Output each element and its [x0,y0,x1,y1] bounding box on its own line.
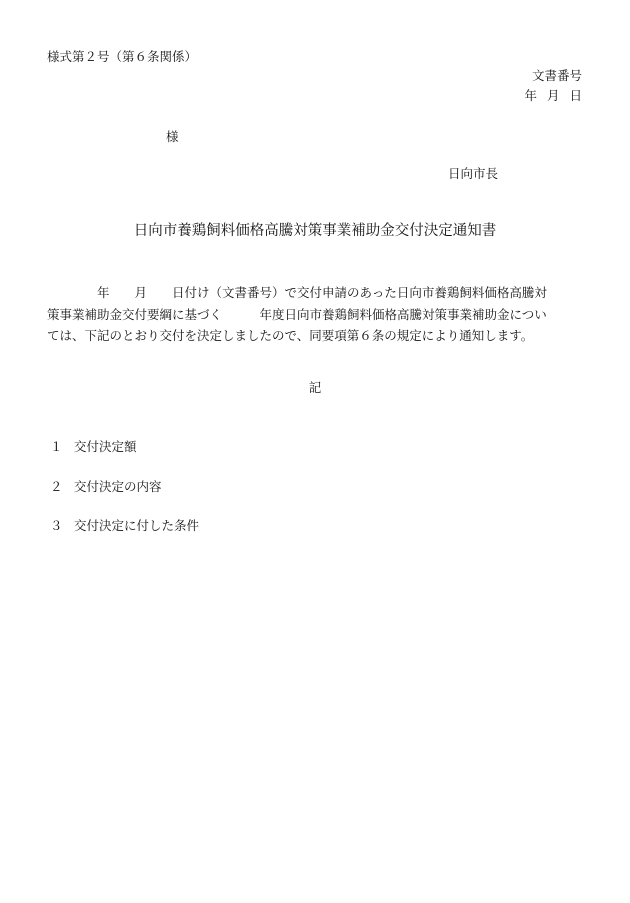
notice-body [47,282,587,347]
item-number: １ [50,439,63,454]
item-label: 交付決定額 [74,439,137,454]
notice-body-line: 策事業補助金交付要綱に基づく 年度日向市養鶏飼料価格高騰対策事業補助金につい [47,306,547,322]
list-item [50,518,199,534]
item-label: 交付決定に付した条件 [74,518,200,533]
record-heading: 記 [308,380,322,395]
date-label: 年 月 日 [524,88,582,103]
issuer-name: 日向市長 [448,166,499,181]
list-item [50,439,137,455]
item-label: 交付決定の内容 [74,479,162,494]
document-title: 日向市養鶏飼料価格高騰対策事業補助金交付決定通知書 [133,223,497,239]
item-number: ３ [50,518,63,533]
form-number: 様式第２号（第６条関係） [47,49,198,64]
document-number-label: 文書番号 [531,68,582,83]
notice-body-line: 年 月 日付け（文書番号）で交付申請のあった日向市養鶏飼料価格高騰対 [47,285,547,300]
notice-body-line: ては、下記のとおり交付を決定しましたので、同要項第６条の規定により通知します。 [47,328,534,343]
item-number: ２ [50,479,63,494]
list-item [50,479,162,495]
addressee-honorific: 様 [166,129,179,144]
